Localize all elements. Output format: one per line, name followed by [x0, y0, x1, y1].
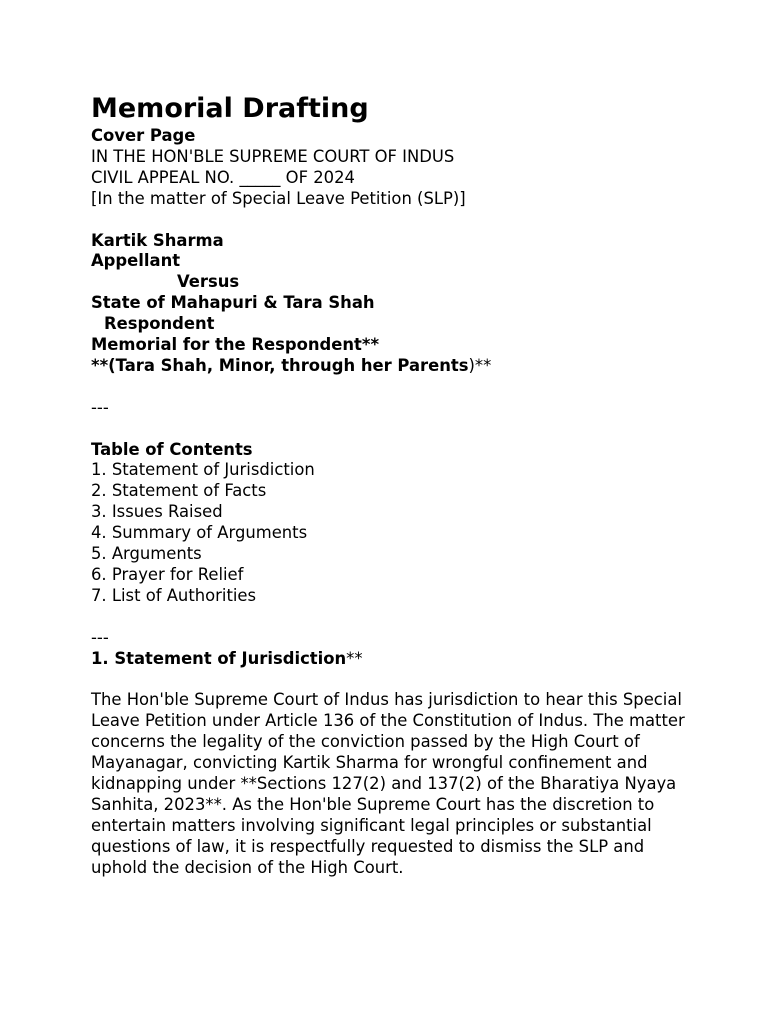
separator: --- — [91, 397, 109, 417]
jurisdiction-heading-tail: ** — [346, 648, 363, 668]
document-page — [91, 92, 691, 879]
toc-item: 6. Prayer for Relief — [91, 564, 244, 584]
jurisdiction-paragraph: The Hon'ble Supreme Court of Indus has jurisdiction to hear this Special Leave Petition under Article 136 of the Constitution of Indus. The matter concerns the legality of the conviction passed by the High Court of Mayanagar, convicting Kartik Sharma for wrongful confinement and kidnapping under **Sections 127(2) and 137(2) of the Bharatiya Nyaya Sanhita, 2023**. As the Hon'ble Supreme Court has the discretion to entertain matters involving significant legal principles or substantial questions of law, it is respectfully requested to dismiss the SLP and uphold the decision of the High Court. — [91, 690, 685, 877]
respondent-name: State of Mahapuri & Tara Shah — [91, 293, 375, 313]
toc-item: 3. Issues Raised — [91, 502, 223, 522]
respondent-note-tail: )** — [468, 355, 492, 375]
blank-line — [91, 210, 691, 231]
appellant-role: Appellant — [91, 251, 181, 271]
document-title: Memorial Drafting — [91, 93, 369, 124]
toc-item: 2. Statement of Facts — [91, 481, 267, 501]
jurisdiction-heading: 1. Statement of Jurisdiction — [91, 648, 347, 668]
respondent-role: Respondent — [104, 314, 215, 334]
jurisdiction-heading-line — [91, 649, 691, 670]
toc-heading: Table of Contents — [91, 439, 253, 459]
blank-line — [91, 419, 691, 440]
blank-line — [91, 607, 691, 628]
cover-page-heading: Cover Page — [91, 126, 196, 145]
toc-item: 5. Arguments — [91, 544, 202, 564]
appeal-number-blank: _____ — [239, 167, 281, 187]
matter-line: [In the matter of Special Leave Petition (SLP)] — [91, 188, 466, 208]
blank-line — [91, 377, 691, 398]
toc-item: 4. Summary of Arguments — [91, 523, 308, 543]
civil-appeal-line — [91, 168, 691, 189]
respondent-note-bold: **(Tara Shah, Minor, through her Parents — [91, 355, 469, 375]
appeal-suffix: OF 2024 — [280, 167, 355, 187]
court-name: IN THE HON'BLE SUPREME COURT OF INDUS — [91, 146, 455, 166]
blank-line — [91, 670, 691, 691]
separator: --- — [91, 627, 109, 647]
respondent-note-line — [91, 356, 691, 377]
versus-label: Versus — [177, 272, 240, 292]
memorial-for-line: Memorial for the Respondent** — [91, 335, 380, 355]
appeal-prefix: CIVIL APPEAL NO. — [91, 167, 240, 187]
toc-item: 7. List of Authorities — [91, 585, 257, 605]
appellant-name: Kartik Sharma — [91, 230, 224, 250]
toc-item: 1. Statement of Jurisdiction — [91, 460, 315, 480]
